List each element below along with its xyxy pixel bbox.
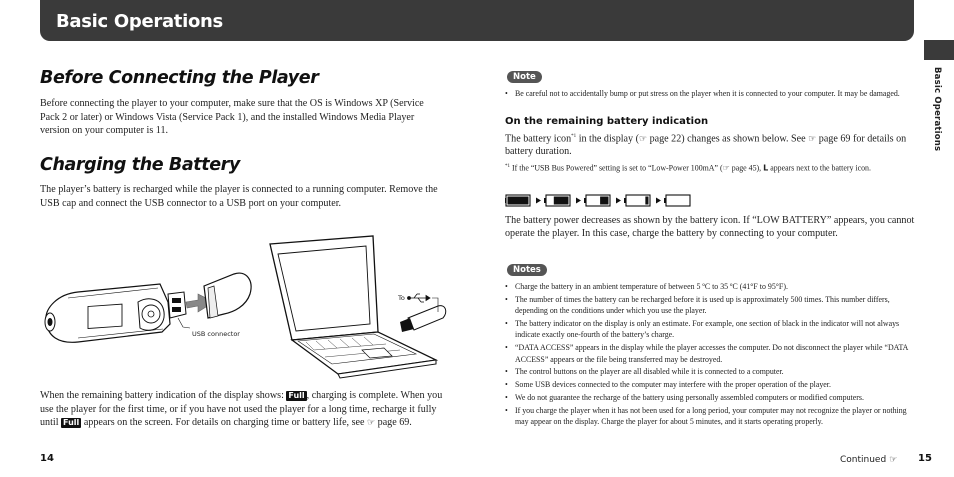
section-body-before-connecting: Before connecting the player to your computer, make sure that the OS is Windows XP (Service Pack 2 or later) or Windows Vista (Service Pack 1), and the installed Windows Media Player version on your computer is 11. [40,98,424,137]
battery-icon [584,195,610,206]
reference-hand-icon: ☞ [367,418,376,429]
battery-icon-paragraph: The battery icon$^{*1}$ in the display (☞ page 22) changes as shown below. See ☞ page 69 for details on battery duration. [505,133,907,157]
arrow-right-icon [656,198,661,204]
side-tab-marker [924,40,954,60]
side-tab-label: Basic Operations [932,67,942,152]
connected-player-illustration [400,306,446,332]
battery-level-sequence [505,192,705,208]
to-usb-label: To [398,294,405,302]
charging-illustration [38,232,448,382]
section-title-before-connecting: Before Connecting the Player [40,68,319,88]
usb-symbol-icon [408,294,431,302]
footnote: $^{*1}$ If the “USB Bus Powered” setting is set to “Low-Power 100mA” (☞ page 45), L appears next to the battery icon. [505,163,871,173]
full-battery-icon: Full [288,391,305,400]
battery-icon [505,195,530,206]
arrow-right-icon [616,198,621,204]
full-battery-icon: Full [63,418,80,428]
arrow-right-icon [576,198,581,204]
list-item: • Be careful not to accidentally bump or put stress on the player when it is connected to your computer. It may be damaged. [505,88,915,99]
continued-label: Continued ☞ [840,455,898,465]
list-item: • The battery indicator on the display is only an estimate. For example, one section of black in the indicator will not always indicate exactly one-fourth of the battery’s charge. [505,318,915,341]
usb-cap-illustration [204,273,251,318]
player-illustration [45,284,186,342]
section-body-charging: The player’s battery is recharged while the player is connected to a running computer. Remove the USB cap and connect the USB connector to a USB port on your computer. [40,184,438,209]
list-item: • The number of times the battery can be recharged before it is used up is approximately 500 times. This number differs, depending on the conditions under which you use the player. [505,294,915,317]
notes-list [505,281,915,429]
note-badge: Note [507,71,542,83]
usb-connector-label: USB connector [192,330,240,338]
battery-power-paragraph: The battery power decreases as shown by the battery icon. If “LOW BATTERY” appears, you cannot operate the player. In this case, charge the battery by connecting to your computer. [505,215,915,239]
notes-badge: Notes [507,264,547,276]
subheading-battery-indication: On the remaining battery indication [505,116,709,127]
list-item: • If you charge the player when it has not been used for a long period, your computer may not recognize the player or nothing may appear on the display. Charge the player for about 5 minutes, and it starts operating properly. [505,405,915,428]
page-number-left: 14 [40,453,54,464]
reference-hand-icon: ☞ [722,163,730,173]
reference-hand-icon: ☞ [889,455,898,465]
battery-icon [664,195,690,206]
laptop-illustration [270,236,436,378]
list-item: • The control buttons on the player are all disabled while it is connected to a computer. [505,366,915,377]
section-title-charging: Charging the Battery [40,155,240,175]
arrow-right-icon [536,198,541,204]
page-title: Basic Operations [56,11,223,32]
list-item: • Charge the battery in an ambient temperature of between 5 ºC to 35 ºC (41°F to 95°F). [505,281,915,292]
list-item: • “DATA ACCESS” appears in the display while the player accesses the computer. Do not disconnect the player while “DATA ACCESS” appears or the file being transferred may be destroyed. [505,342,915,365]
battery-icon [624,195,650,206]
reference-hand-icon: ☞ [808,134,817,145]
charging-complete-paragraph: When the remaining battery indication of the display shows: Full , charging is complete. When you use the player for the first time, or if you have not used the player for a long time, recharge it fully until Full appears on the screen. For details on charging time or battery life, see ☞ page 69. [40,390,443,429]
page-number-right: 15 [918,453,932,464]
reference-hand-icon: ☞ [638,134,648,145]
battery-icon [544,195,570,206]
header-bar [40,0,914,41]
low-power-icon: L [763,163,769,173]
note-list [505,88,915,101]
list-item: • Some USB devices connected to the computer may interfere with the proper operation of the player. [505,379,915,390]
list-item: • We do not guarantee the recharge of the battery using personally assembled computers or modified computers. [505,392,915,403]
